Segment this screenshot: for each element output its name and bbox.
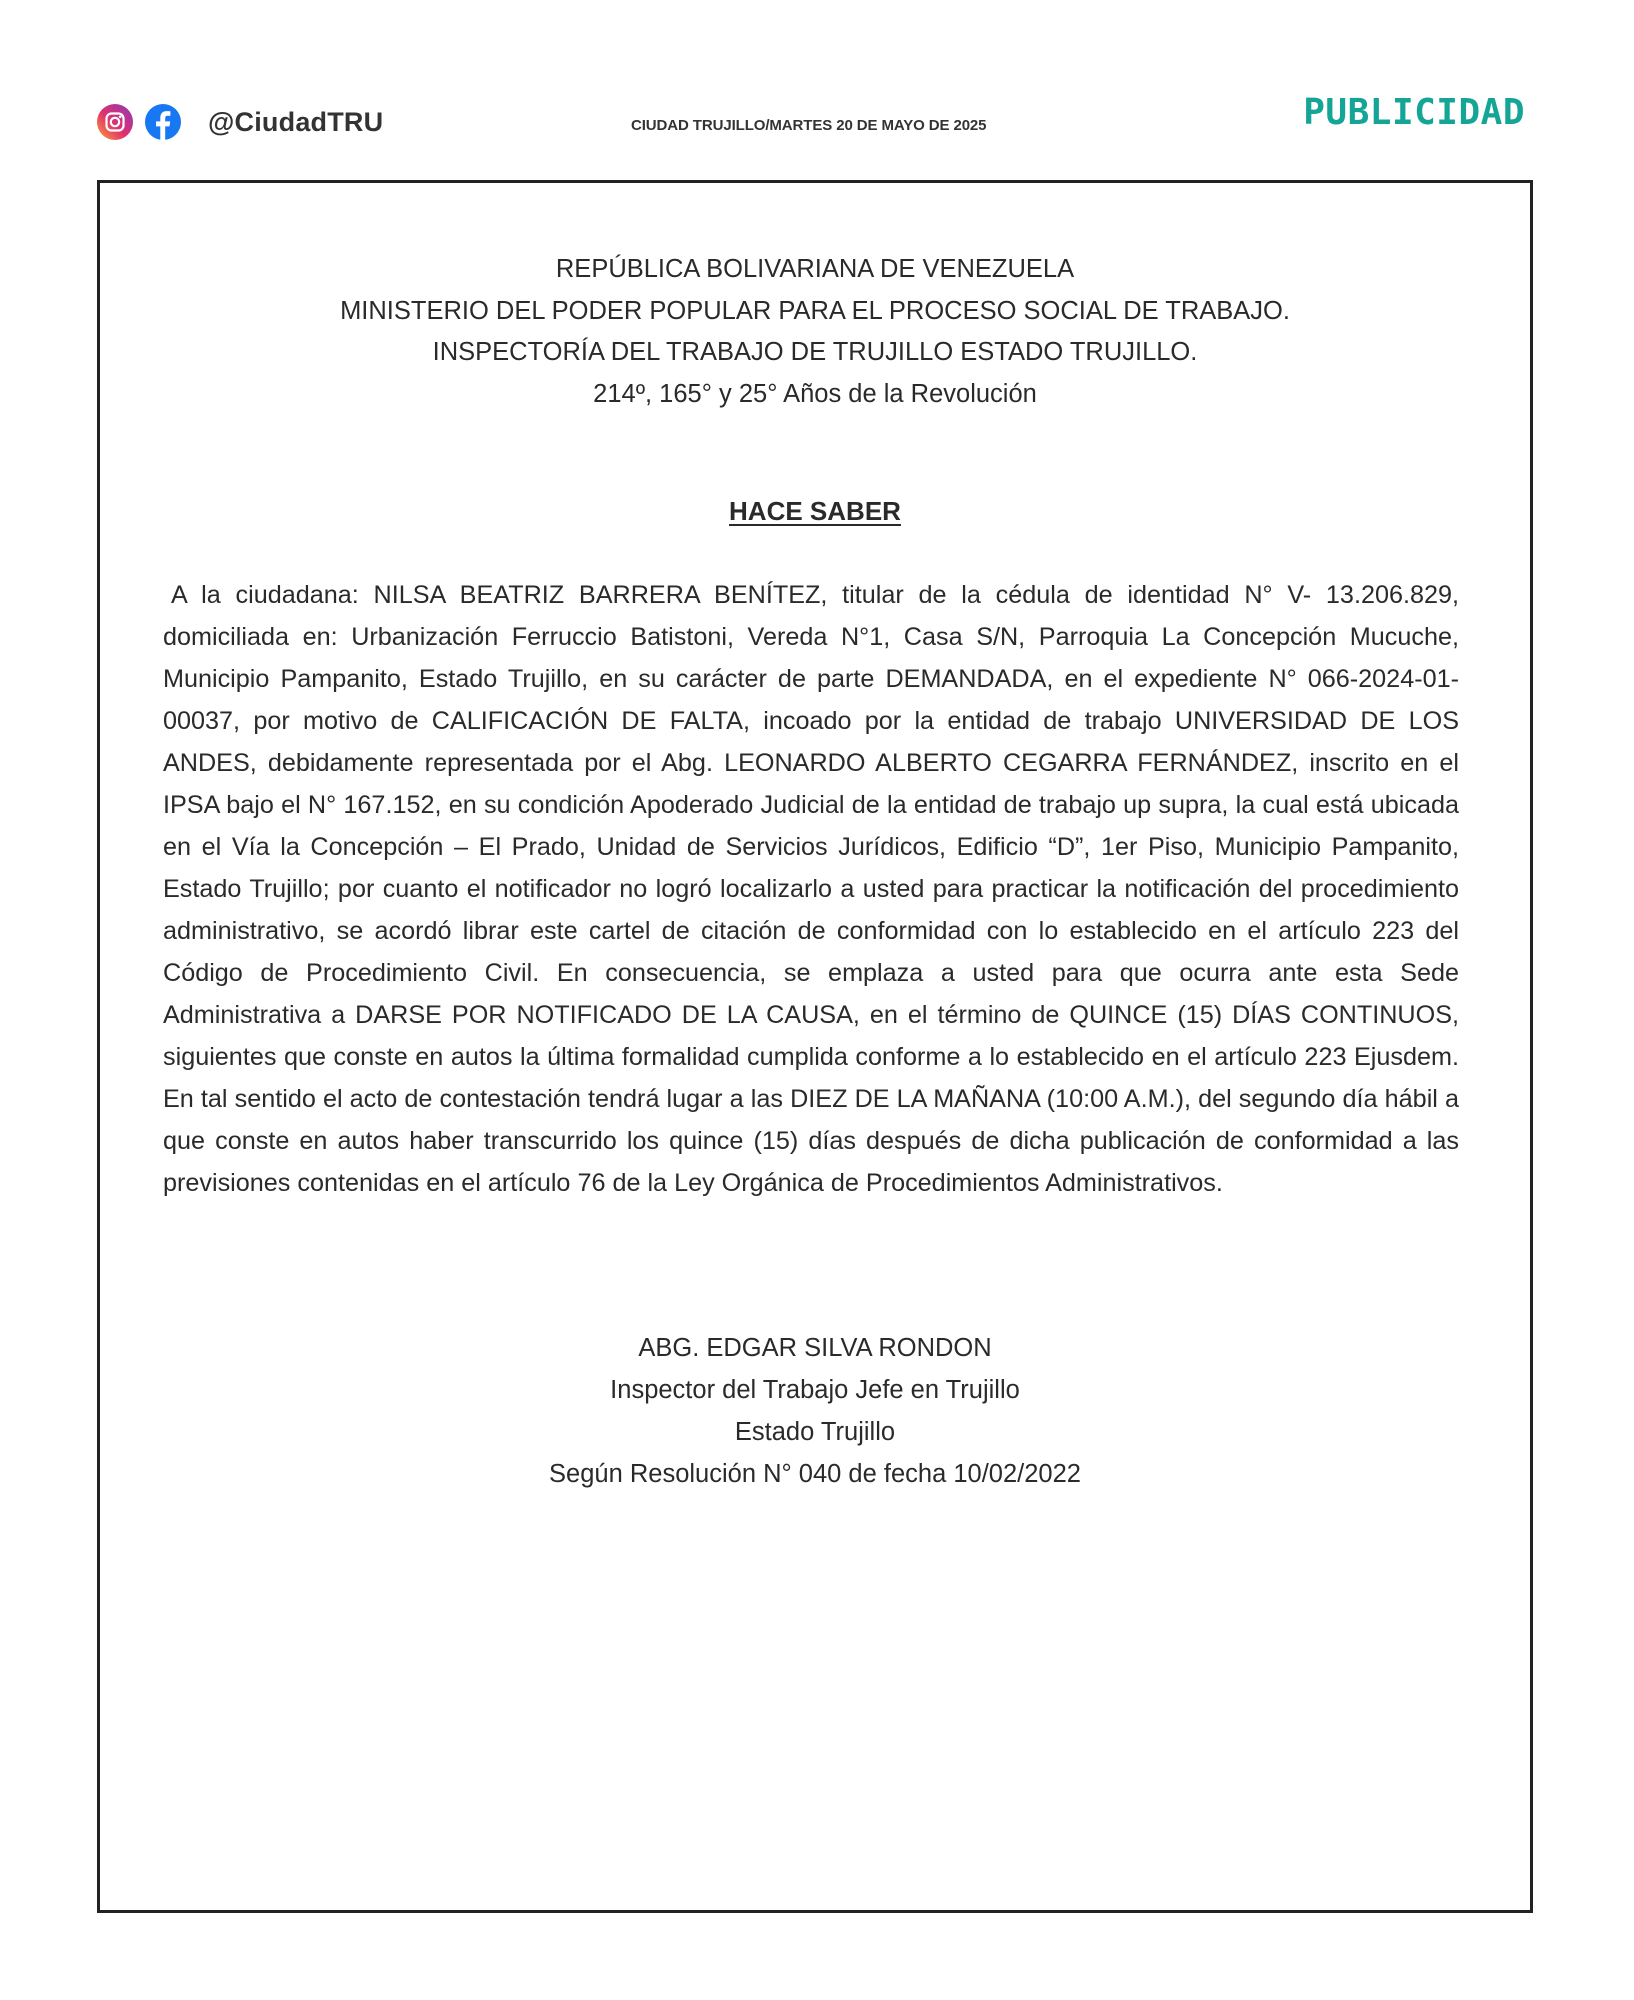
notice-heading bbox=[100, 249, 1530, 415]
signer-resolution: Según Resolución N° 040 de fecha 10/02/2022 bbox=[549, 1460, 1081, 1488]
page-header bbox=[0, 0, 1634, 175]
legal-notice bbox=[97, 180, 1533, 1913]
signer-name: ABG. EDGAR SILVA RONDON bbox=[638, 1334, 992, 1362]
signature-block bbox=[100, 1327, 1530, 1495]
heading-line: REPÚBLICA BOLIVARIANA DE VENEZUELA bbox=[555, 255, 1075, 283]
instagram-icon[interactable] bbox=[96, 103, 134, 141]
edition-dateline: CIUDAD TRUJILLO/MARTES 20 DE MAYO DE 2025 bbox=[631, 117, 987, 134]
signer-title: Inspector del Trabajo Jefe en Trujillo bbox=[610, 1376, 1020, 1404]
social-handle[interactable]: @CiudadTRU bbox=[208, 106, 384, 137]
notice-title: HACE SABER bbox=[729, 496, 901, 526]
heading-line: INSPECTORÍA DEL TRABAJO DE TRUJILLO ESTADO TRUJILLO. bbox=[432, 338, 1198, 366]
facebook-icon[interactable] bbox=[144, 103, 182, 141]
section-label: PUBLICIDAD bbox=[1303, 92, 1525, 133]
signer-state: Estado Trujillo bbox=[734, 1418, 896, 1446]
notice-body: A la ciudadana: NILSA BEATRIZ BARRERA BENÍTEZ, titular de la cédula de identidad N° V- 13.206.829, domiciliada en: Urbanización Ferruccio Batistoni, Vereda N°1, Casa S/N, Parroquia La Concepción Mucuche, Municipio Pampanito, Estado Trujillo, en su carácter de parte DEMANDADA, en el expediente N° 066-2024-01-00037, por motivo de CALIFICACIÓN DE FALTA, incoado por la entidad de trabajo UNIVERSIDAD DE LOS ANDES, debidamente representada por el Abg. LEONARDO ALBERTO CEGARRA FERNÁNDEZ, inscrito en el IPSA bajo el N° 167.152, en su condición Apoderado Judicial de la entidad de trabajo up supra, la cual está ubicada en el Vía la Concepción – El Prado, Unidad de Servicios Jurídicos, Edificio “D”, 1er Piso, Municipio Pampanito, Estado Trujillo; por cuanto el notificador no logró localizarlo a usted para practicar la notificación del procedimiento administrativo, se acordó librar este cartel de citación de conformidad con lo establecido en el artículo 223 del Código de Procedimiento Civil. En consecuencia, se emplaza a usted para que ocurra ante esta Sede Administrativa a DARSE POR NOTIFICADO DE LA CAUSA, en el término de QUINCE (15) DÍAS CONTINUOS, siguientes que conste en autos la última formalidad cumplida conforme a lo establecido en el artículo 223 Ejusdem. En tal sentido el acto de contestación tendrá lugar a las DIEZ DE LA MAÑANA (10:00 A.M.), del segundo día hábil a que conste en autos haber transcurrido los quince (15) días después de dicha publicación de conformidad a las previsiones contenidas en el artículo 76 de la Ley Orgánica de Procedimientos Administrativos. bbox=[163, 581, 1459, 1197]
heading-line: 214º, 165° y 25° Años de la Revolución bbox=[593, 379, 1037, 408]
social-links bbox=[96, 103, 383, 141]
heading-line: MINISTERIO DEL PODER POPULAR PARA EL PROCESO SOCIAL DE TRABAJO. bbox=[340, 296, 1290, 325]
